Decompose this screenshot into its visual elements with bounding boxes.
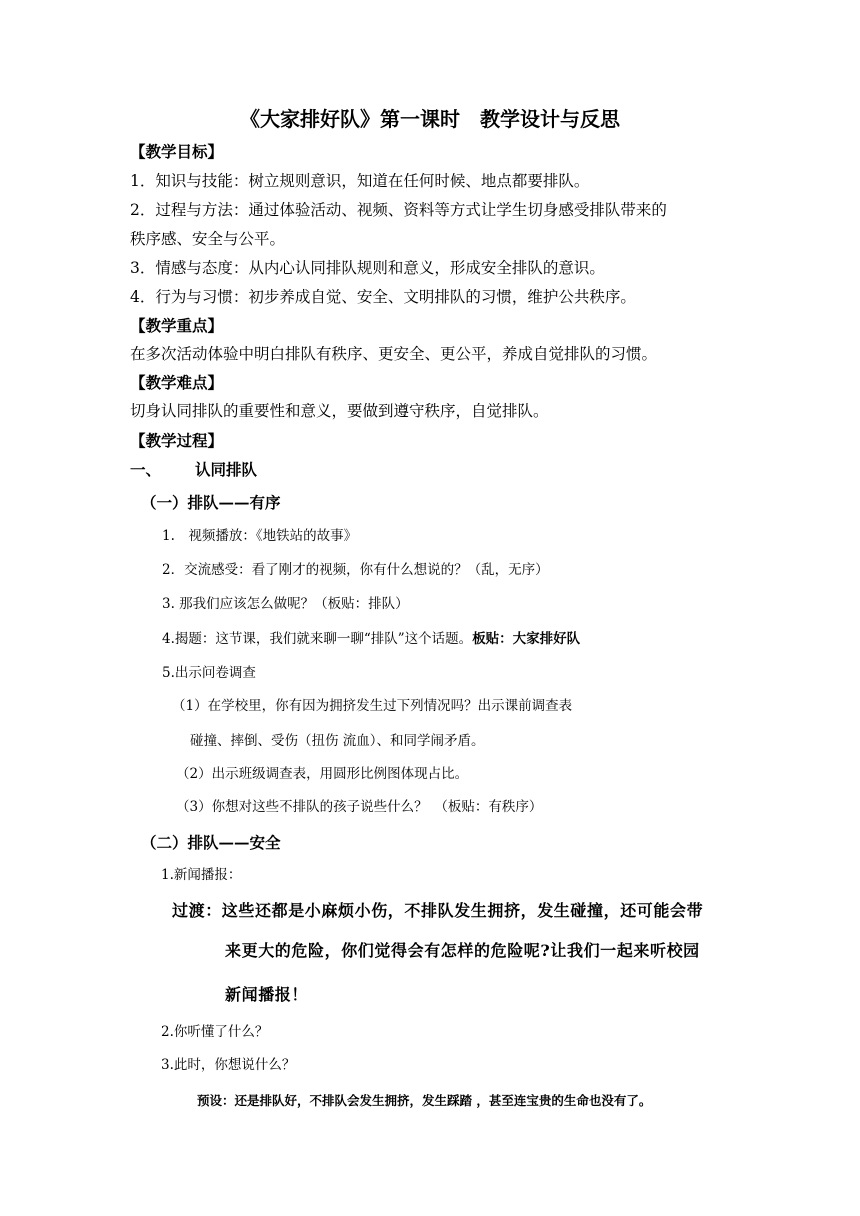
part-1-title: 认同排队: [195, 460, 258, 479]
document-title: 《大家排好队》第一课时 教学设计与反思: [240, 107, 620, 131]
goal-2-line2: 秩序感、安全与公平。: [130, 230, 286, 248]
item-4-board-note: 板贴：大家排好队: [472, 631, 581, 647]
transition-line-2: 来更大的危险，你们觉得会有怎样的危险呢?让我们一起来听校园: [225, 941, 700, 960]
item-3-question: 3. 那我们应该怎么做呢？（板贴：排队）: [162, 596, 409, 612]
key-heading: 【教学重点】: [130, 316, 224, 335]
part-1-number: 一、: [130, 460, 162, 479]
item-4-text: 4.揭题：这节课，我们就来聊一聊“排队”这个话题。: [162, 631, 473, 647]
goal-1: 1．知识与技能：树立规则意识，知道在任何时候、地点都要排队。: [130, 172, 590, 190]
item-understanding: 2.你听懂了什么？: [161, 1024, 269, 1040]
preset-answer: 预设：还是排队好，不排队会发生拥挤，发生踩踏 ，甚至连宝贵的生命也没有了。: [197, 1093, 652, 1108]
item-2-discussion: 2．交流感受：看了刚才的视频，你有什么想说的？（乱，无序）: [162, 562, 549, 578]
subsection-1-heading: （一）排队——有序: [141, 493, 281, 512]
survey-question-1-detail: 碰撞、摔倒、受伤（扭伤 流血）、和同学闹矛盾。: [190, 733, 485, 749]
item-1-video: 1. 视频播放：《地铁站的故事》: [162, 528, 358, 544]
item-news-report: 1.新闻播报：: [161, 867, 242, 883]
survey-question-1: （1）在学校里，你有因为拥挤发生过下列情况吗？出示课前调查表: [172, 698, 573, 714]
key-text: 在多次活动体验中明白排队有秩序、更安全、更公平，养成自觉排队的习惯。: [130, 345, 658, 363]
survey-question-3: （3）你想对这些不排队的孩子说些什么？ （板贴：有秩序）: [176, 799, 543, 815]
item-thoughts: 3.此时，你想说什么？: [161, 1057, 296, 1073]
goal-4: 4．行为与习惯：初步养成自觉、安全、文明排队的习惯，维护公共秩序。: [130, 288, 636, 306]
survey-question-2: （2）出示班级调查表，用圆形比例图体现占比。: [176, 766, 469, 782]
difficulty-text: 切身认同排队的重要性和意义，要做到遵守秩序，自觉排队。: [130, 402, 549, 420]
goals-heading: 【教学目标】: [130, 142, 224, 161]
item-4-topic: [162, 633, 580, 647]
subsection-2-heading: （二）排队——安全: [141, 833, 281, 852]
goal-3: 3．情感与态度：从内心认同排队规则和意义，形成安全排队的意识。: [130, 259, 605, 277]
goal-2-line1: 2．过程与方法：通过体验活动、视频、资料等方式让学生切身感受排队带来的: [130, 201, 667, 219]
difficulty-heading: 【教学难点】: [130, 373, 224, 392]
transition-line-1: 过渡：这些还都是小麻烦小伤，不排队发生拥挤，发生碰撞，还可能会带: [172, 901, 704, 920]
item-5-survey: 5.出示问卷调查: [162, 665, 256, 681]
process-heading: 【教学过程】: [130, 431, 224, 450]
transition-line-3: 新闻播报！: [225, 985, 309, 1004]
